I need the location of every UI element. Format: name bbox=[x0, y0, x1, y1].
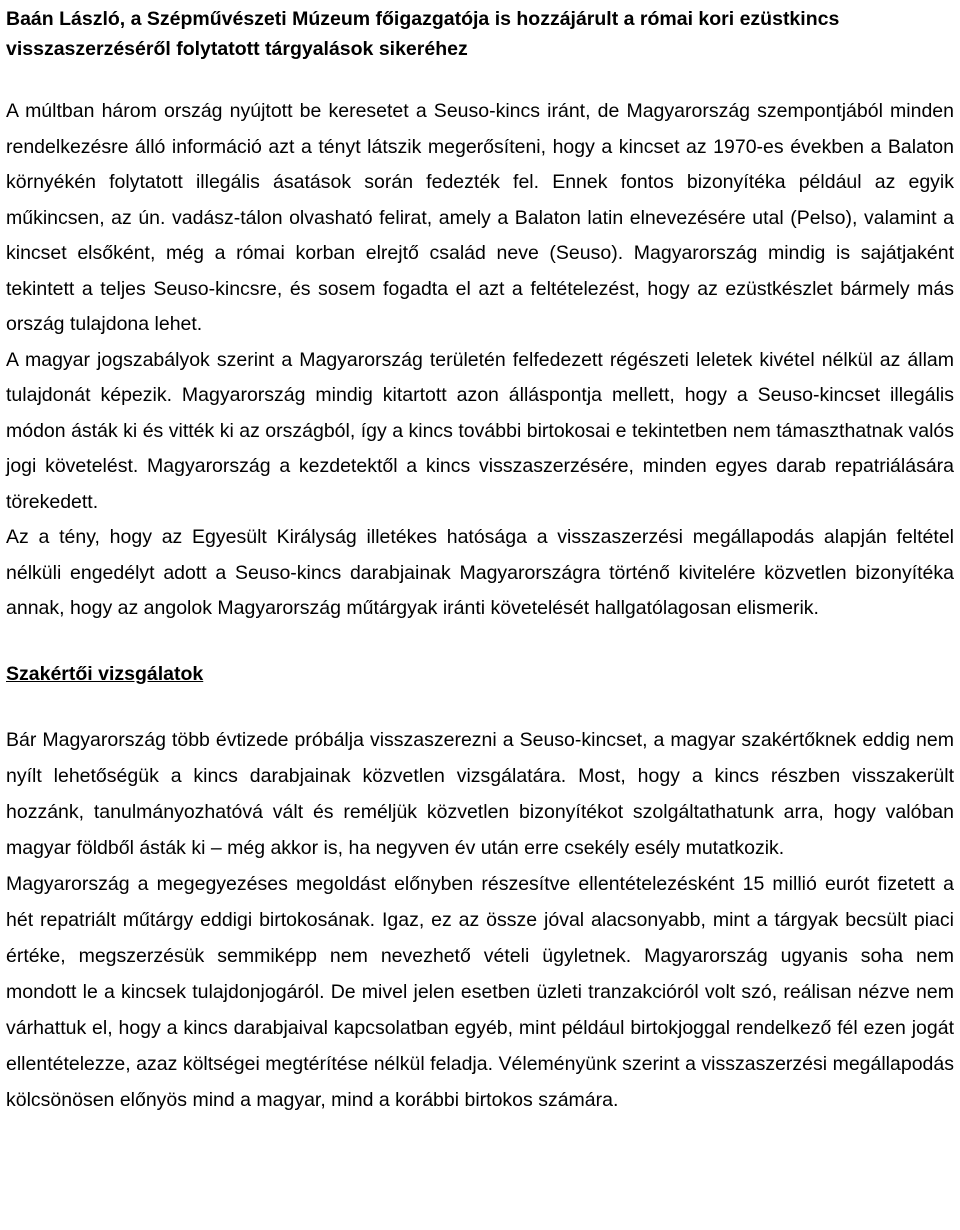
spacer bbox=[6, 64, 954, 94]
spacer bbox=[6, 627, 954, 657]
document-page bbox=[6, 0, 954, 1118]
paragraph: A magyar jogszabályok szerint a Magyarország területén felfedezett régészeti leletek kivétel nélkül az állam tulajdonát képezik. Magyarország mindig kitartott azon álláspontja mellett, hogy a Seuso-kincset illegális módon ásták ki és vitték ki az országból, így a kincs további birtokosai e tekintetben nem támaszthatnak valós jogi követelést. Magyarország a kezdetektől a kincs visszaszerzésére, minden egyes darab repatriálására törekedett. bbox=[6, 348, 954, 513]
intro-section bbox=[6, 94, 954, 627]
paragraph: Az a tény, hogy az Egyesült Királyság illetékes hatósága a visszaszerzési megállapodás alapján feltétel nélküli engedélyt adott a Seuso-kincs darabjainak Magyarországra történő kivitelére közvetlen bizonyítéka annak, hogy az angolok Magyarország műtárgyak iránti követelését hallgatólagosan elismerik. bbox=[6, 526, 954, 619]
paragraph: Magyarország a megegyezéses megoldást előnyben részesítve ellentételezésként 15 millió eurót fizetett a hét repatriált műtárgy eddigi birtokosának. Igaz, ez az össze jóval alacsonyabb, mint a tárgyak becsült piaci értéke, megszerzésük semmiképp nem nevezhető vételi ügyletnek. Magyarország ugyanis soha nem mondott le a kincsek tulajdonjogáról. De mivel jelen esetben üzleti tranzakcióról volt szó, reálisan nézve nem várhattuk el, hogy a kincs darabjaival kapcsolatban egyéb, mint például birtokjoggal rendelkező fél ezen jogát ellentételezze, azaz költségei megtérítése nélkül feladja. Véleményünk szerint a visszaszerzési megállapodás kölcsönösen előnyös mind a magyar, mind a korábbi birtokos számára. bbox=[6, 873, 954, 1111]
spacer bbox=[6, 692, 954, 722]
paragraph: A múltban három ország nyújtott be keresetet a Seuso-kincs iránt, de Magyarország szempontjából minden rendelkezésre álló információ azt a tényt látszik megerősíteni, hogy a kincset az 1970-es években a Balaton környékén folytatott illegális ásatások során fedezték fel. Ennek fontos bizonyítéka például az egyik műkincsen, az ún. vadász-tálon olvasható felirat, amely a Balaton latin elnevezésére utal (Pelso), valamint a kincset elsőként, még a római korban elrejtő család neve (Seuso). Magyarország mindig is sajátjaként tekintett a teljes Seuso-kincsre, és sosem fogadta el azt a feltételezést, hogy az ezüstkészlet bármely más ország tulajdona lehet. bbox=[6, 100, 954, 335]
paragraph: Bár Magyarország több évtizede próbálja visszaszerezni a Seuso-kincset, a magyar szakértőknek eddig nem nyílt lehetőségük a kincs darabjainak közvetlen vizsgálatára. Most, hogy a kincs részben visszakerült hozzánk, tanulmányozhatóvá vált és reméljük közvetlen bizonyítékot szolgáltathatunk arra, hogy valóban magyar földből ásták ki – még akkor is, ha negyven év után erre csekély esély mutatkozik. bbox=[6, 729, 954, 859]
document-title: Baán László, a Szépművészeti Múzeum főigazgatója is hozzájárult a római kori ezüstkincs visszaszerzéséről folytatott tárgyalások sikeréhez bbox=[6, 8, 840, 60]
expert-review-section bbox=[6, 722, 954, 1118]
section-heading: Szakértői vizsgálatok bbox=[6, 662, 204, 685]
